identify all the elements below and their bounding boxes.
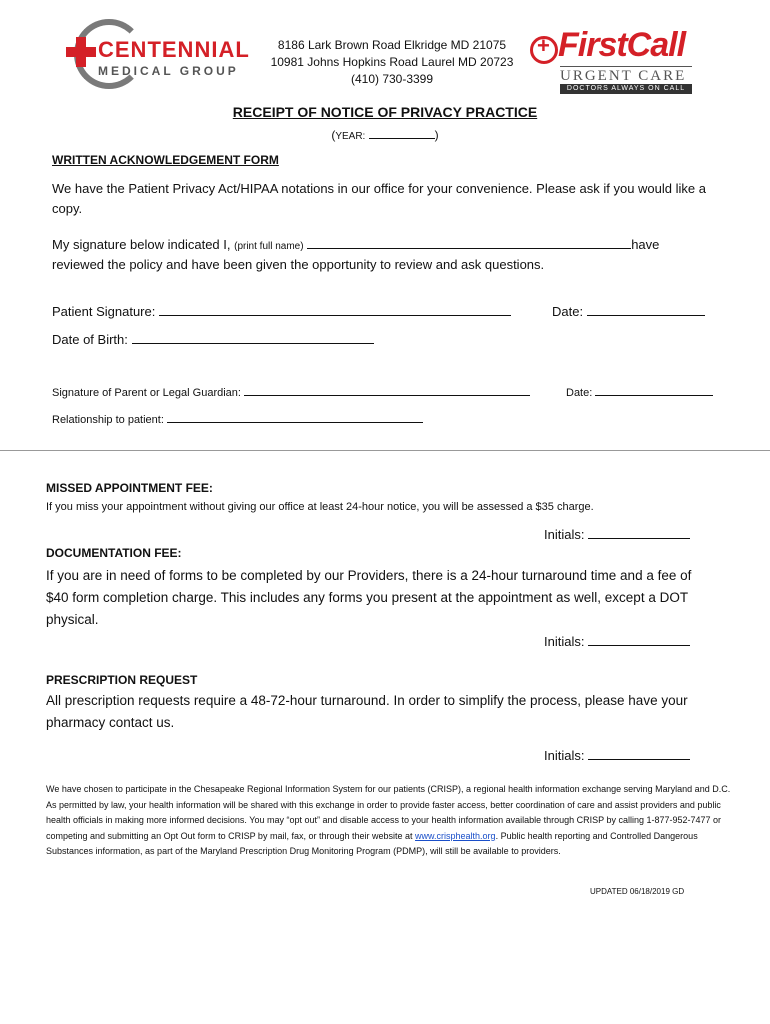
documentation-initials-label: Initials:	[544, 634, 585, 649]
missed-text: If you miss your appointment without giving our office at least 24-hour notice, you will be assessed a $35 charge.	[46, 501, 594, 513]
missed-heading: MISSED APPOINTMENT FEE:	[46, 481, 213, 495]
documentation-heading: DOCUMENTATION FEE:	[46, 546, 182, 560]
guardian-signature-input[interactable]	[244, 385, 530, 396]
year-input[interactable]	[369, 126, 435, 139]
clinic-address	[262, 37, 522, 88]
address-line-1: 8186 Lark Brown Road Elkridge MD 21075	[277, 38, 507, 52]
guardian-date-input[interactable]	[595, 385, 713, 396]
guardian-signature-row	[52, 385, 530, 399]
centennial-logo-sub: MEDICAL GROUP	[98, 64, 239, 78]
date-input[interactable]	[587, 303, 705, 316]
centennial-logo	[66, 19, 256, 97]
firstcall-logo-sub: URGENT CARE	[560, 66, 692, 84]
patient-signature-row	[52, 302, 511, 322]
crisp-link[interactable]: www.crisphealth.org	[415, 830, 496, 841]
documentation-line-3: physical.	[46, 612, 99, 627]
date-row	[552, 302, 705, 322]
guardian-date-label: Date:	[566, 387, 593, 399]
page-title: RECEIPT OF NOTICE OF PRIVACY PRACTICE	[232, 104, 538, 120]
relationship-label: Relationship to patient:	[52, 414, 164, 426]
sig-hint: (print full name)	[234, 241, 304, 252]
documentation-initials-input[interactable]	[588, 633, 690, 646]
year-label: YEAR:	[335, 131, 366, 142]
dob-label: Date of Birth:	[52, 332, 128, 347]
guardian-signature-label: Signature of Parent or Legal Guardian:	[52, 387, 241, 399]
prescription-heading: PRESCRIPTION REQUEST	[46, 673, 198, 687]
firstcall-tagline: DOCTORS ALWAYS ON CALL	[560, 84, 692, 94]
year-field: (YEAR: )	[331, 128, 439, 142]
documentation-line-2: $40 form completion charge. This includes any forms you present at the appointment as well, except a DOT	[46, 590, 689, 605]
guardian-date-row	[566, 385, 713, 399]
patient-signature-label: Patient Signature:	[52, 304, 156, 319]
dob-input[interactable]	[132, 331, 374, 344]
print-name-input[interactable]	[307, 236, 631, 249]
relationship-row	[52, 412, 423, 426]
prescription-initials-row	[544, 746, 690, 766]
missed-initials-label: Initials:	[544, 527, 585, 542]
phone-number: (410) 730-3399	[350, 72, 434, 86]
dob-row	[52, 330, 374, 350]
patient-signature-input[interactable]	[159, 303, 511, 316]
prescription-initials-label: Initials:	[544, 748, 585, 763]
firstcall-logo	[528, 22, 698, 94]
signature-statement	[52, 235, 732, 257]
relationship-input[interactable]	[167, 412, 423, 423]
crisp-text-1: We have chosen to participate in the Chesapeake Regional Information System for our patients (CRISP), a regional health information exchange serving Maryland and D.C. As permitted by law, your health information will be shared with this exchange in order to provide faster access, better coordination of care and assist providers and public health officials in making more informed decisions. You may “opt out” and disable access to your health information available through CRISP by calling 1-877-952-7477 or competing and submitting an Opt Out form to CRISP by mail, fax, or through their website at	[46, 784, 731, 841]
address-line-2: 10981 Johns Hopkins Road Laurel MD 20723	[270, 55, 514, 69]
prescription-text	[46, 690, 746, 734]
plus-circle-icon	[530, 36, 558, 64]
crisp-disclosure	[46, 782, 736, 860]
firstcall-logo-name: FirstCall	[558, 26, 686, 64]
section-divider	[0, 450, 770, 451]
updated-note: UPDATED 06/18/2019 GD	[590, 887, 685, 896]
missed-initials-row	[544, 525, 690, 545]
sig-pre-text: My signature below indicated I,	[52, 237, 235, 252]
ack-paragraph: We have the Patient Privacy Act/HIPAA notations in our office for your convenience. Please ask if you would like a copy.	[52, 181, 706, 216]
red-cross-icon	[66, 37, 96, 67]
signature-statement-line2: reviewed the policy and have been given the opportunity to review and ask questions.	[52, 257, 545, 272]
prescription-line-2: pharmacy contact us.	[46, 715, 175, 730]
documentation-text	[46, 565, 746, 631]
sig-post-text: have	[631, 237, 660, 252]
missed-initials-input[interactable]	[588, 526, 690, 539]
prescription-line-1: All prescription requests require a 48-72-hour turnaround. In order to simplify the process, please have your	[46, 693, 688, 708]
documentation-initials-row	[544, 632, 690, 652]
centennial-logo-name: CENTENNIAL	[98, 37, 250, 62]
crisp-text-2: . Public health reporting and Controlled Dangerous Substances information, as part of the Maryland Prescription Drug Monitoring Program (PDMP), will still be available to providers.	[46, 830, 698, 856]
prescription-initials-input[interactable]	[588, 747, 690, 760]
documentation-line-1: If you are in need of forms to be completed by our Providers, there is a 24-hour turnaround time and a fee of	[46, 568, 692, 583]
date-label: Date:	[552, 304, 584, 319]
ack-heading: WRITTEN ACKNOWLEDGEMENT FORM	[52, 153, 279, 167]
